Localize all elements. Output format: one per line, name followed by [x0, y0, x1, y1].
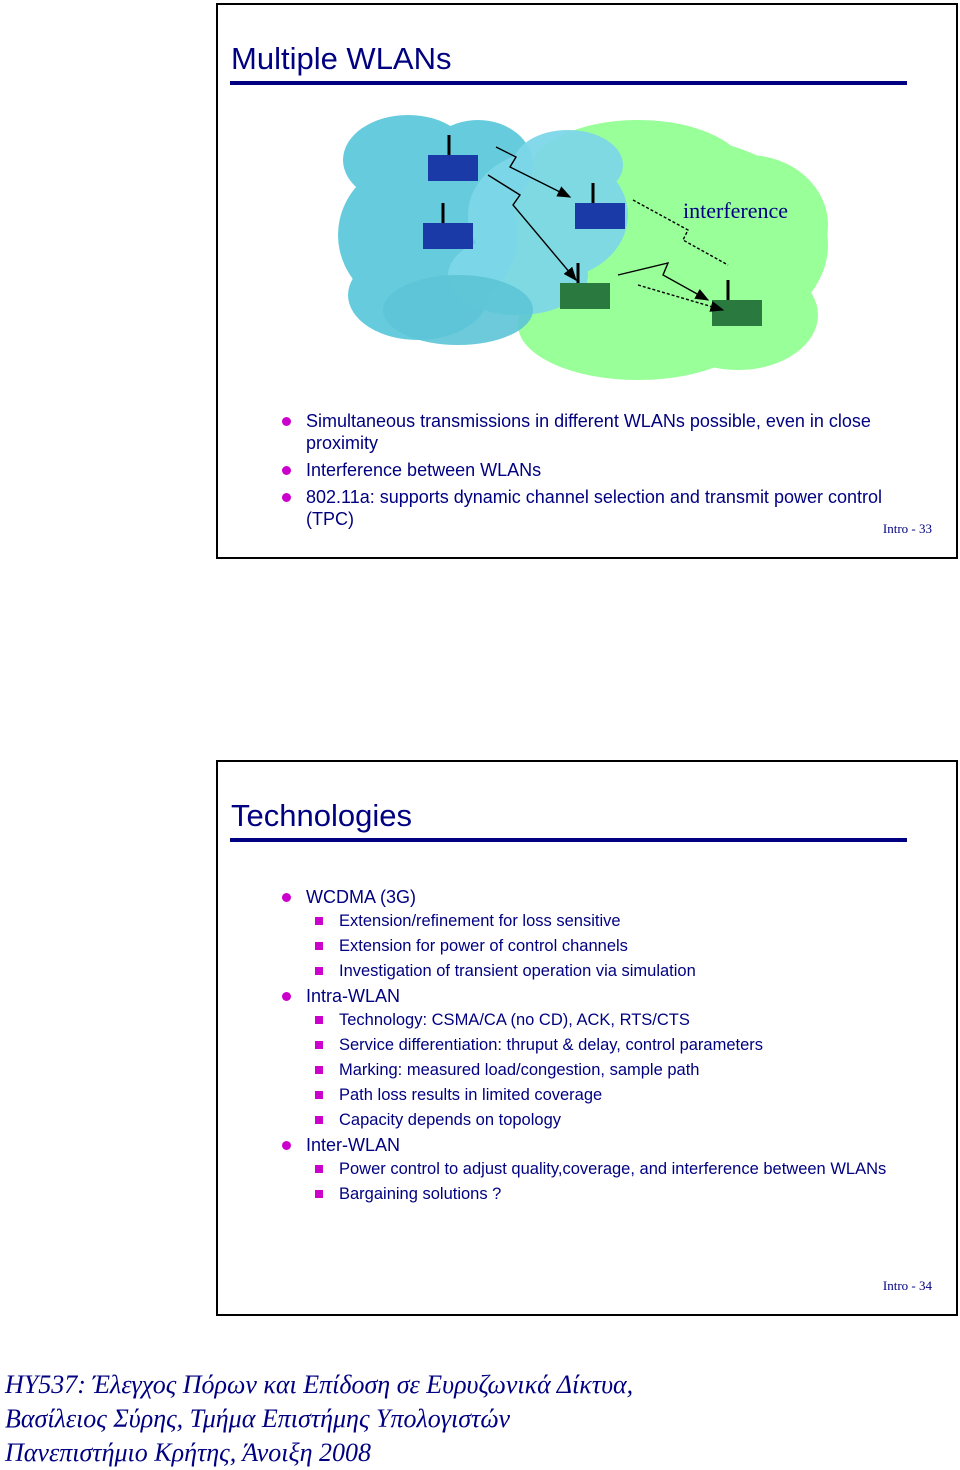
slide-title: Technologies [231, 798, 412, 833]
wlan-interference-diagram [338, 105, 828, 385]
section-intra-wlan [278, 985, 916, 1129]
sub-item: Technology: CSMA/CA (no CD), ACK, RTS/CTS [306, 1010, 916, 1030]
sub-item: Bargaining solutions ? [306, 1184, 916, 1204]
bullet-item: Interference between WLANs [278, 459, 916, 481]
sub-item: Extension for power of control channels [306, 936, 916, 956]
blue-cloud-lower [383, 275, 533, 345]
sub-list [306, 911, 916, 981]
sub-list [306, 1159, 916, 1204]
section-label: Intra-WLAN [306, 986, 401, 1007]
footer-line: Βασίλειος Σύρης, Τμήμα Επιστήμης Υπολογιστών [5, 1404, 511, 1433]
footer-line: HY537: Έλεγχος Πόρων και Επίδοση σε Ευρυζωνικά Δίκτυα, [5, 1370, 634, 1399]
sub-item: Capacity depends on topology [306, 1110, 916, 1130]
slide-multiple-wlans [216, 3, 958, 559]
section-inter-wlan [278, 1134, 916, 1204]
course-footer [5, 1368, 633, 1470]
sub-item: Service differentiation: thruput & delay, control parameters [306, 1035, 916, 1055]
sub-item: Power control to adjust quality,coverage, and interference between WLANs [306, 1159, 916, 1179]
bullet-item: 802.11a: supports dynamic channel selection and transmit power control (TPC) [278, 486, 916, 530]
sub-list [306, 1010, 916, 1129]
bullet-item: Simultaneous transmissions in different WLANs possible, even in close proximity [278, 410, 916, 454]
sub-item: Investigation of transient operation via simulation [306, 961, 916, 981]
bullet-list [278, 410, 916, 535]
section-wcdma [278, 886, 916, 981]
section-label: Inter-WLAN [306, 1135, 401, 1156]
slide-technologies [216, 760, 958, 1316]
slide-number: Intro - 33 [882, 521, 932, 536]
slide-number: Intro - 34 [882, 1278, 932, 1293]
section-label: WCDMA (3G) [306, 887, 416, 907]
slide-title: Multiple WLANs [231, 41, 452, 76]
sub-item: Extension/refinement for loss sensitive [306, 911, 916, 931]
title-rule [230, 838, 907, 842]
title-rule [230, 81, 907, 85]
interference-label: interference [683, 198, 789, 223]
sub-item: Marking: measured load/congestion, sample path [306, 1060, 916, 1080]
bullet-list [278, 886, 916, 1209]
footer-line: Πανεπιστήμιο Κρήτης, Άνοιξη 2008 [5, 1438, 372, 1467]
sub-item: Path loss results in limited coverage [306, 1085, 916, 1105]
